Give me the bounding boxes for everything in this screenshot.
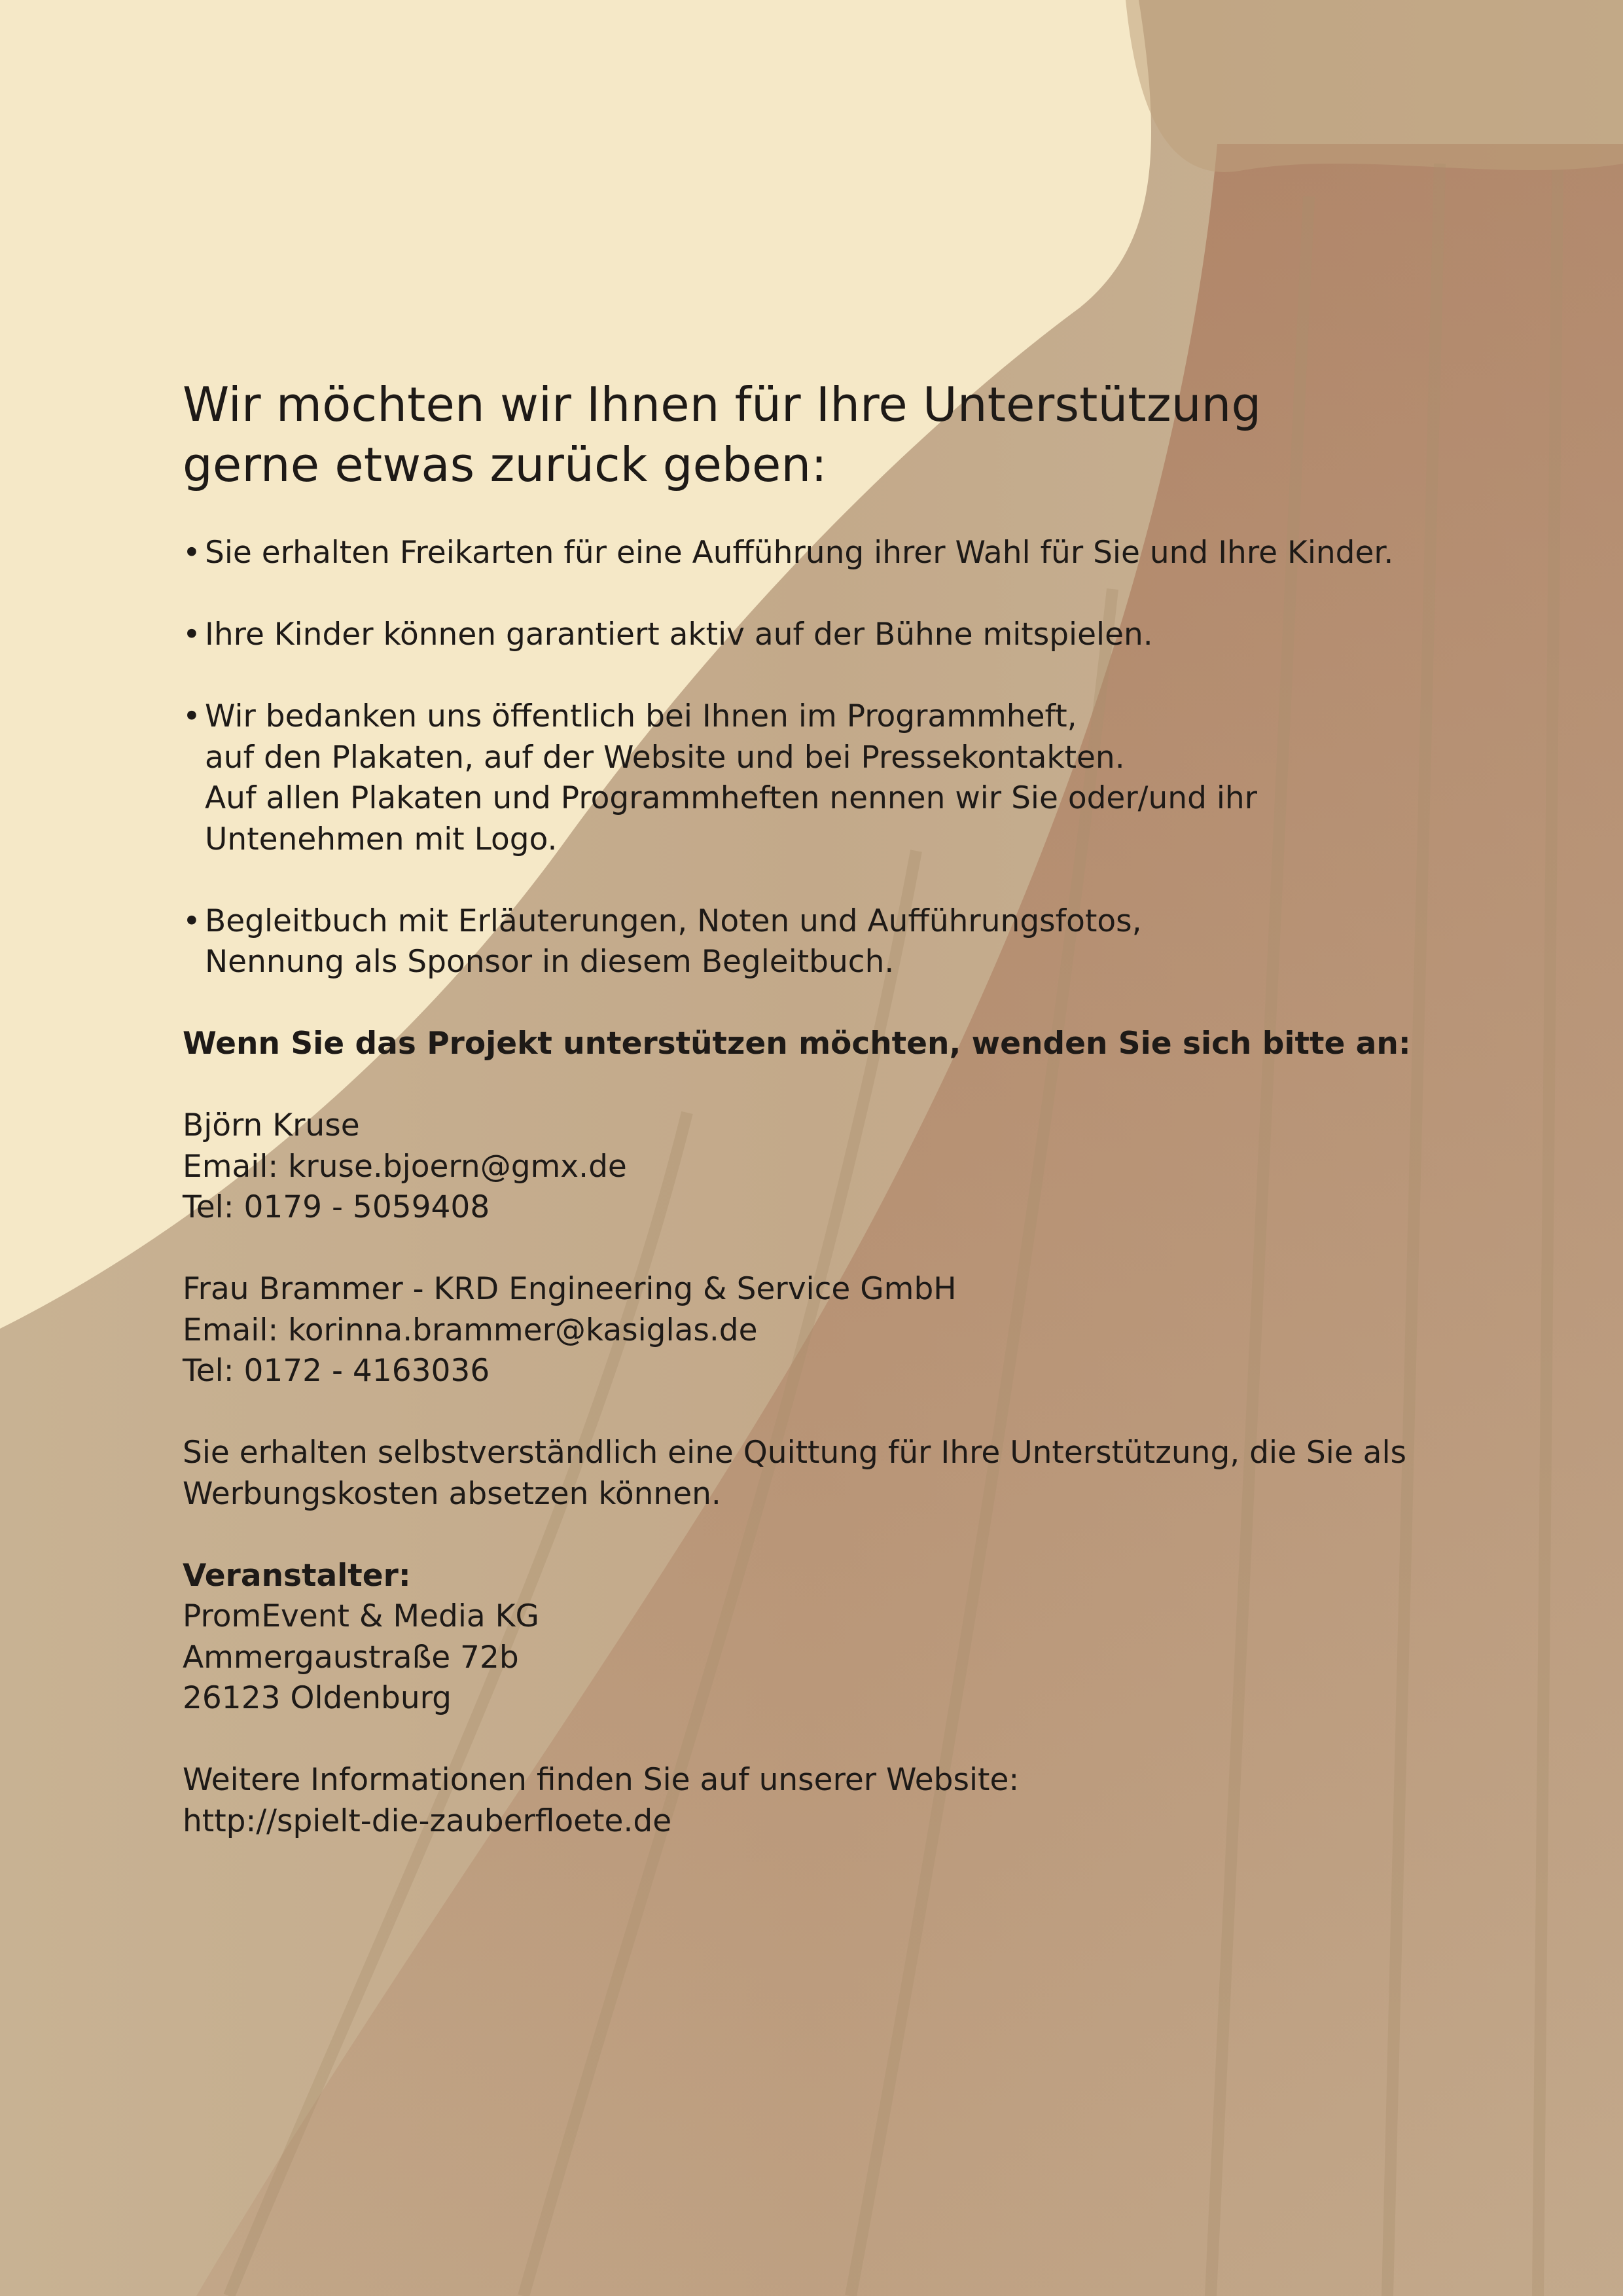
- contact-email[interactable]: Email: korinna.brammer@kasiglas.de: [183, 1312, 758, 1348]
- organizer-city: 26123 Oldenburg: [183, 1680, 452, 1716]
- bullet-point: •: [183, 903, 201, 939]
- benefit-text: Auf allen Plakaten und Programmheften nennen wir Sie oder/und ihr: [205, 780, 1258, 816]
- benefit-text: Untenehmen mit Logo.: [205, 821, 558, 857]
- title-line-2: gerne etwas zurück geben:: [183, 437, 827, 492]
- website-link[interactable]: http://spielt-die-zauberfloete.de: [183, 1803, 672, 1839]
- benefit-text: Begleitbuch mit Erläuterungen, Noten und Aufführungsfotos,: [205, 903, 1142, 939]
- receipt-note: [183, 1433, 1491, 1515]
- benefit-item: [183, 901, 1491, 983]
- benefit-text: Ihre Kinder können garantiert aktiv auf der Bühne mitspielen.: [205, 617, 1153, 653]
- benefit-item: [183, 615, 1491, 656]
- benefit-text: Nennung als Sponsor in diesem Begleitbuch.: [205, 944, 895, 980]
- benefit-text: Wir bedanken uns öffentlich bei Ihnen im Programmheft,: [205, 698, 1077, 734]
- contact-phone: Tel: 0179 - 5059408: [183, 1189, 490, 1225]
- contact-email[interactable]: Email: kruse.bjoern@gmx.de: [183, 1148, 627, 1185]
- benefit-item: [183, 533, 1491, 574]
- receipt-note-line: Werbungskosten absetzen können.: [183, 1475, 721, 1512]
- contact-name: Björn Kruse: [183, 1107, 360, 1143]
- sponsor-info-content: [183, 374, 1491, 1883]
- page-title: [183, 374, 1491, 495]
- organizer-label: Veranstalter:: [183, 1557, 411, 1594]
- benefit-text: Sie erhalten Freikarten für eine Aufführung ihrer Wahl für Sie und Ihre Kinder.: [205, 535, 1394, 571]
- benefit-text: auf den Plakaten, auf der Website und bei Pressekontakten.: [205, 739, 1125, 776]
- organizer-company: PromEvent & Media KG: [183, 1598, 539, 1634]
- contact-block: [183, 1105, 1491, 1229]
- receipt-note-line: Sie erhalten selbstverständlich eine Quittung für Ihre Unterstützung, die Sie als: [183, 1435, 1407, 1471]
- title-line-1: Wir möchten wir Ihnen für Ihre Unterstützung: [183, 377, 1262, 432]
- contact-name: Frau Brammer - KRD Engineering & Service GmbH: [183, 1271, 957, 1307]
- curtain-top-ornament: [1126, 0, 1623, 172]
- bullet-point: •: [183, 617, 201, 653]
- website-intro: Weitere Informationen finden Sie auf unserer Website:: [183, 1762, 1020, 1798]
- bullet-point: •: [183, 535, 201, 571]
- organizer-street: Ammergaustraße 72b: [183, 1639, 519, 1676]
- bullet-point: •: [183, 698, 201, 734]
- call-to-action: Wenn Sie das Projekt unterstützen möchten, wenden Sie sich bitte an:: [183, 1026, 1411, 1062]
- contact-phone: Tel: 0172 - 4163036: [183, 1353, 490, 1389]
- organizer-block: [183, 1556, 1491, 1719]
- website-block: [183, 1760, 1491, 1842]
- benefit-item: [183, 696, 1491, 860]
- contact-block: [183, 1269, 1491, 1392]
